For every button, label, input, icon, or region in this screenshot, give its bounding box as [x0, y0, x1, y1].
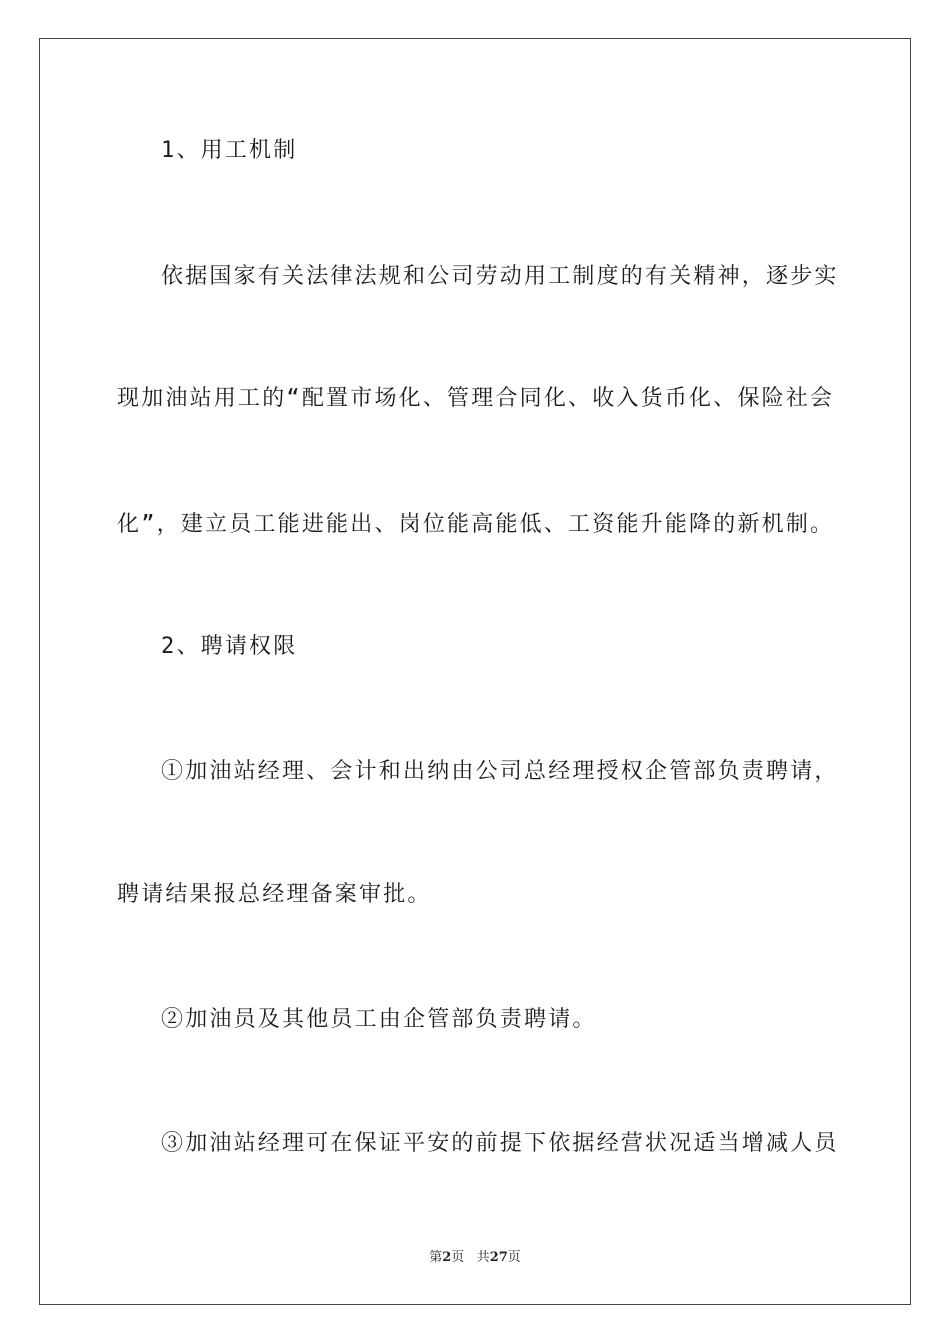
footer-total-pages: 27 — [489, 1250, 508, 1265]
page-frame — [39, 38, 911, 1305]
paragraph-line: 现加油站用工的“配置市场化、管理合同化、收入货币化、保险社会 — [117, 386, 835, 411]
footer-total-prefix: 共 — [476, 1250, 490, 1265]
paragraph-line: ①加油站经理、会计和出纳由公司总经理授权企管部负责聘请， — [161, 759, 839, 784]
footer-page-number: 2 — [442, 1250, 452, 1265]
footer-total-suffix: 页 — [507, 1250, 521, 1265]
paragraph-line: 依据国家有关法律法规和公司劳动用工制度的有关精神，逐步实 — [161, 264, 839, 289]
paragraph-line: ③加油站经理可在保证平安的前提下依据经营状况适当增减人员 — [161, 1131, 839, 1156]
page-footer — [0, 1246, 950, 1265]
paragraph-line: 化”，建立员工能进能出、岗位能高能低、工资能升能降的新机制。 — [117, 512, 835, 537]
heading-hiring-authority: 2、聘请权限 — [161, 634, 298, 659]
paragraph-line: ②加油员及其他员工由企管部负责聘请。 — [161, 1007, 597, 1032]
heading-employment-mechanism: 1、用工机制 — [161, 138, 298, 163]
footer-page-suffix: 页 — [451, 1250, 465, 1265]
footer-page-prefix: 第 — [429, 1250, 443, 1265]
paragraph-line: 聘请结果报总经理备案审批。 — [117, 882, 432, 907]
